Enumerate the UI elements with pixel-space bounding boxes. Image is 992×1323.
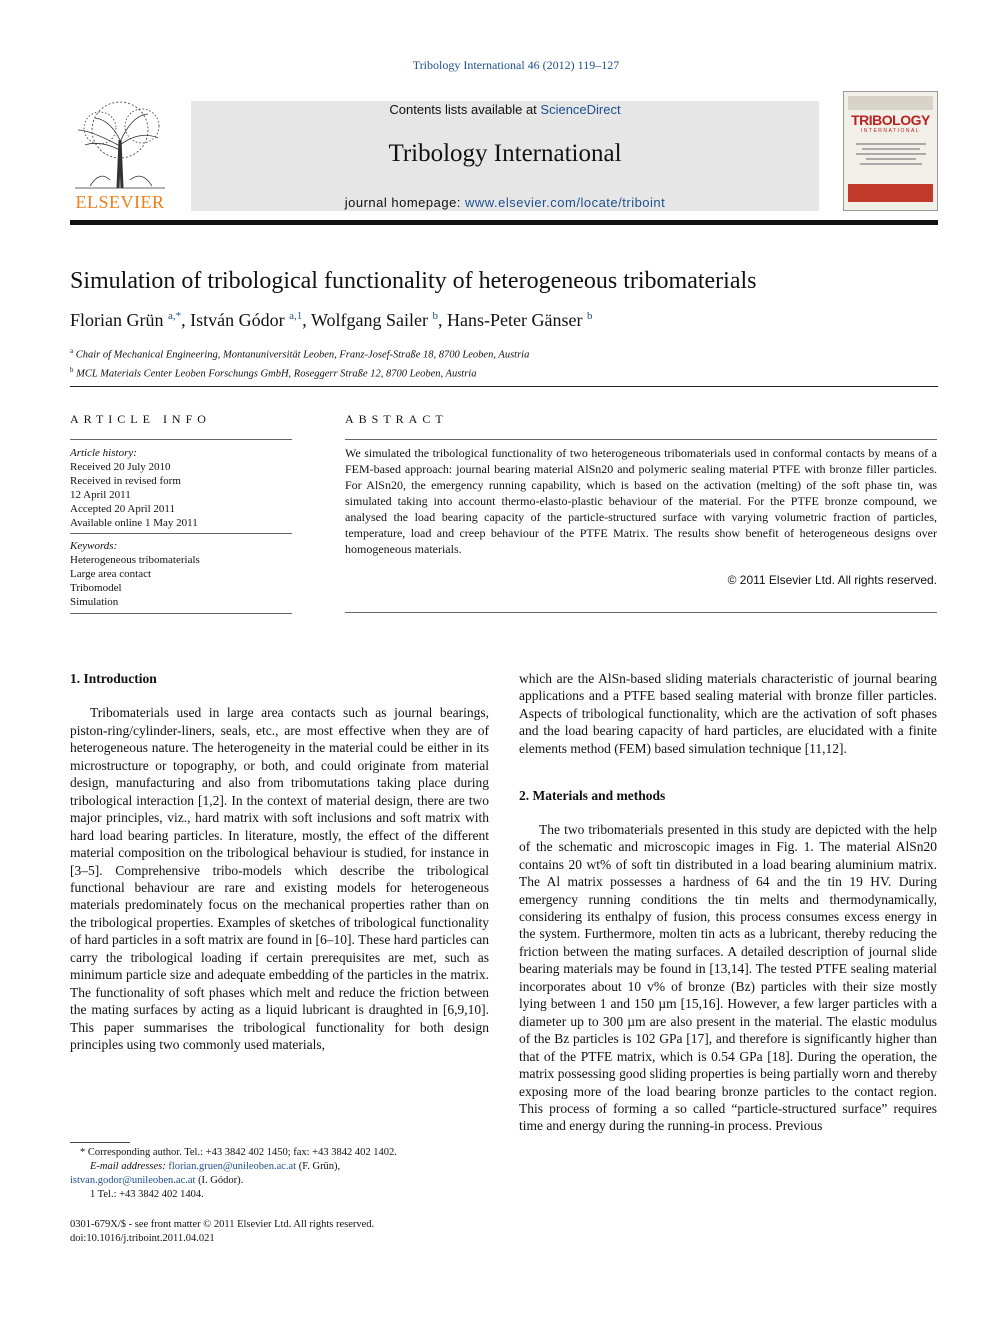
right-column <box>519 670 937 1135</box>
article-info-rule <box>70 439 292 440</box>
article-title: Simulation of tribological functionality of heterogeneous tribomaterials <box>70 268 757 294</box>
methods-heading: 2. Materials and methods <box>519 788 666 804</box>
cover-subtitle: INTERNATIONAL <box>860 128 921 134</box>
journal-title: Tribology International <box>388 140 622 167</box>
footnotes <box>70 1146 490 1202</box>
publisher-logo <box>70 100 170 212</box>
sciencedirect-link[interactable]: ScienceDirect <box>540 102 621 117</box>
article-info-label: ARTICLE INFO <box>70 412 211 426</box>
corresponding-author-note: * Corresponding author. Tel.: +43 3842 402 1450; fax: +43 3842 402 1402. <box>80 1147 397 1158</box>
cover-text-block <box>856 140 926 180</box>
history-item: Received 20 July 2010 <box>70 461 171 473</box>
email-note: E-mail addresses: florian.gruen@unileoben.ac.at (F. Grün), <box>90 1161 341 1172</box>
header-rule <box>70 220 938 225</box>
issn-line: 0301-679X/$ - see front matter © 2011 Elsevier Ltd. All rights reserved. <box>70 1219 375 1230</box>
keyword: Large area contact <box>70 568 152 580</box>
affiliation-b: $^b$ MCL Materials Center Leoben Forschungs GmbH, Roseggerr Straße 12, 8700 Leoben, Austria <box>70 365 477 379</box>
journal-reference[interactable]: Tribology International 46 (2012) 119–127 <box>412 58 620 72</box>
cover-red-band <box>848 184 933 202</box>
keyword: Simulation <box>70 596 119 608</box>
introduction-continuation: which are the AlSn-based sliding materials characteristic of journal bearing applications and a PTFE based sealing material with bronze filler particles. Aspects of tribological functionality, which are the activation of soft phases and the load bearing capacity of hard particles, are elucidated with a finite elements method (FEM) based simulation technique [11,12]. <box>519 671 937 756</box>
tree-icon <box>70 100 170 190</box>
keywords-rule <box>70 533 292 534</box>
keyword: Heterogeneous tribomaterials <box>70 554 200 566</box>
homepage-link[interactable]: www.elsevier.com/locate/triboint <box>465 195 666 210</box>
keyword: Tribomodel <box>70 582 122 594</box>
copyright: © 2011 Elsevier Ltd. All rights reserved. <box>727 573 937 587</box>
history-item: 12 April 2011 <box>70 489 131 501</box>
introduction-heading: 1. Introduction <box>70 671 157 686</box>
publisher-name: ELSEVIER <box>75 192 165 212</box>
history-item: Received in revised form <box>70 475 181 487</box>
author: István Gódor $^{a,1}$, <box>190 310 311 330</box>
introduction-paragraph: Tribomaterials used in large area contacts such as journal bearings, piston-ring/cylinder-liners, seals, etc., are most effective when they are of heterogeneous nature. The heterogeneity in the material could be either in its microstructure or topography, or both, and could originate from material design, manufacturing and also from tribomutations taking place during tribological interaction [1,2]. In the context of material design, there are two major principles, viz., hard matrix with soft inclusions and soft matrix with hard load bearing particles. In literature, mostly, the effect of the different material composition on the tribological behaviour is studied, for instance in [3–5]. Comprehensive tribo-models which describe the tribological functional behaviour are rare and existing models for heterogeneous materials predominately focus on the mechanical properties rather than on the tribological properties. Examples of sketches of tribological functionality of hard particles in a soft matrix are found in [6–10]. These hard particles can carry the tribological loading if certain prerequisites are met, such as minimum particle size and adequate embedding of the particles in the matrix. The functionality of soft phases which melt and reduce the friction between the mating surfaces by acting as a liquid lubricant is draughted in [6,9,10]. This paper summarises the tribological functionality for both design principles using two commonly used materials, <box>70 705 489 1053</box>
info-bottom-rule <box>70 613 292 614</box>
contents-line <box>191 102 819 117</box>
abstract-label: ABSTRACT <box>345 412 448 426</box>
abstract-bottom-rule <box>345 612 937 613</box>
front-matter <box>70 1218 490 1246</box>
history-item: Accepted 20 April 2011 <box>70 503 175 515</box>
author: Hans-Peter Gänser $^b$ <box>446 310 593 330</box>
journal-cover <box>843 91 938 211</box>
author: Wolfgang Sailer $^b$, <box>310 310 447 330</box>
homepage-prefix: journal homepage: <box>344 195 466 210</box>
email-note-cont: istvan.godor@unileoben.ac.at (I. Gódor). <box>70 1175 244 1186</box>
email-link[interactable]: florian.gruen@unileoben.ac.at <box>168 1161 297 1172</box>
cover-top-strip <box>848 96 933 110</box>
cover-title: TRIBOLOGY <box>851 112 930 128</box>
telephone-note: 1 Tel.: +43 3842 402 1404. <box>90 1189 204 1200</box>
affiliation-a: $^a$ Chair of Mechanical Engineering, Montanuniversität Leoben, Franz-Josef-Straße 18, 8700 Leoben, Austria <box>70 347 530 361</box>
keywords-label: Keywords: <box>70 540 118 552</box>
abstract-rule <box>345 439 937 440</box>
article-info <box>70 446 292 614</box>
author-list <box>70 310 938 331</box>
author: Florian Grün $^{a,*}$, <box>70 310 191 330</box>
abstract-text: We simulated the tribological functionality of two heterogeneous tribomaterials used in conformal contacts by means of a FEM-based approach: journal bearing material AlSn20 and polymeric sealing material PTFE with bronze filler particles. For AlSn20, the emergency running capability, which is based on the activation (melting) of the soft phase tin, was simulated taking into account thermo-elasto-plastic behaviour of the material. For the PTFE bronze compound, we analysed the load bearing capacity of the particle-structured surface with varying volumetric fraction of particles, temperature, load and creep behaviour of the PTFE Matrix. The results show benefit of heterogeneous designs over homogeneous materials. <box>345 446 937 556</box>
doi-line: doi:10.1016/j.triboint.2011.04.021 <box>70 1233 215 1244</box>
history-label: Article history: <box>70 447 137 459</box>
left-column <box>70 670 489 1054</box>
section-rule <box>70 386 938 387</box>
history-item: Available online 1 May 2011 <box>70 517 198 529</box>
homepage-line <box>191 195 819 210</box>
methods-paragraph: The two tribomaterials presented in this study are depicted with the help of the schematic and microscopic images in Fig. 1. The material AlSn20 contains 20 wt% of soft tin distributed in a load bearing aluminium matrix. The Al matrix possesses a hardness of 64 and the tin 19 HV. During emergency running conditions the tin melts and thermodynamically, considering its enthalpy of fusion, this process consumes excess energy in the system. Furthermore, molten tin acts as a lubricant, thereby reducing the friction between the mating surfaces. A detailed description of journal slide bearing materials may be found in [13,14]. The tested PTFE sealing material incorporates about 10 v% of bronze (Bz) particles with their size mostly lying between 1 and 150 µm [15,16]. However, a few larger particles with a diameter up to 300 µm are also present in the material. The elastic modulus of the Bz particles is 102 GPa [17], and therefore is significantly higher than that of the PTFE matrix, which is 0.54 GPa [18]. During the operation, the matrix possessing good sliding properties is being partially worn and thereby exposing more of the load bearing bronze particles to the contact region. This process of forming a so called “particle-structured surface” requires time and energy during the running-in process. Previous <box>519 821 937 1134</box>
email-link[interactable]: istvan.godor@unileoben.ac.at <box>70 1175 196 1186</box>
contents-prefix: Contents lists available at <box>389 102 541 117</box>
footnote-rule <box>70 1142 130 1143</box>
affiliations <box>70 344 938 381</box>
